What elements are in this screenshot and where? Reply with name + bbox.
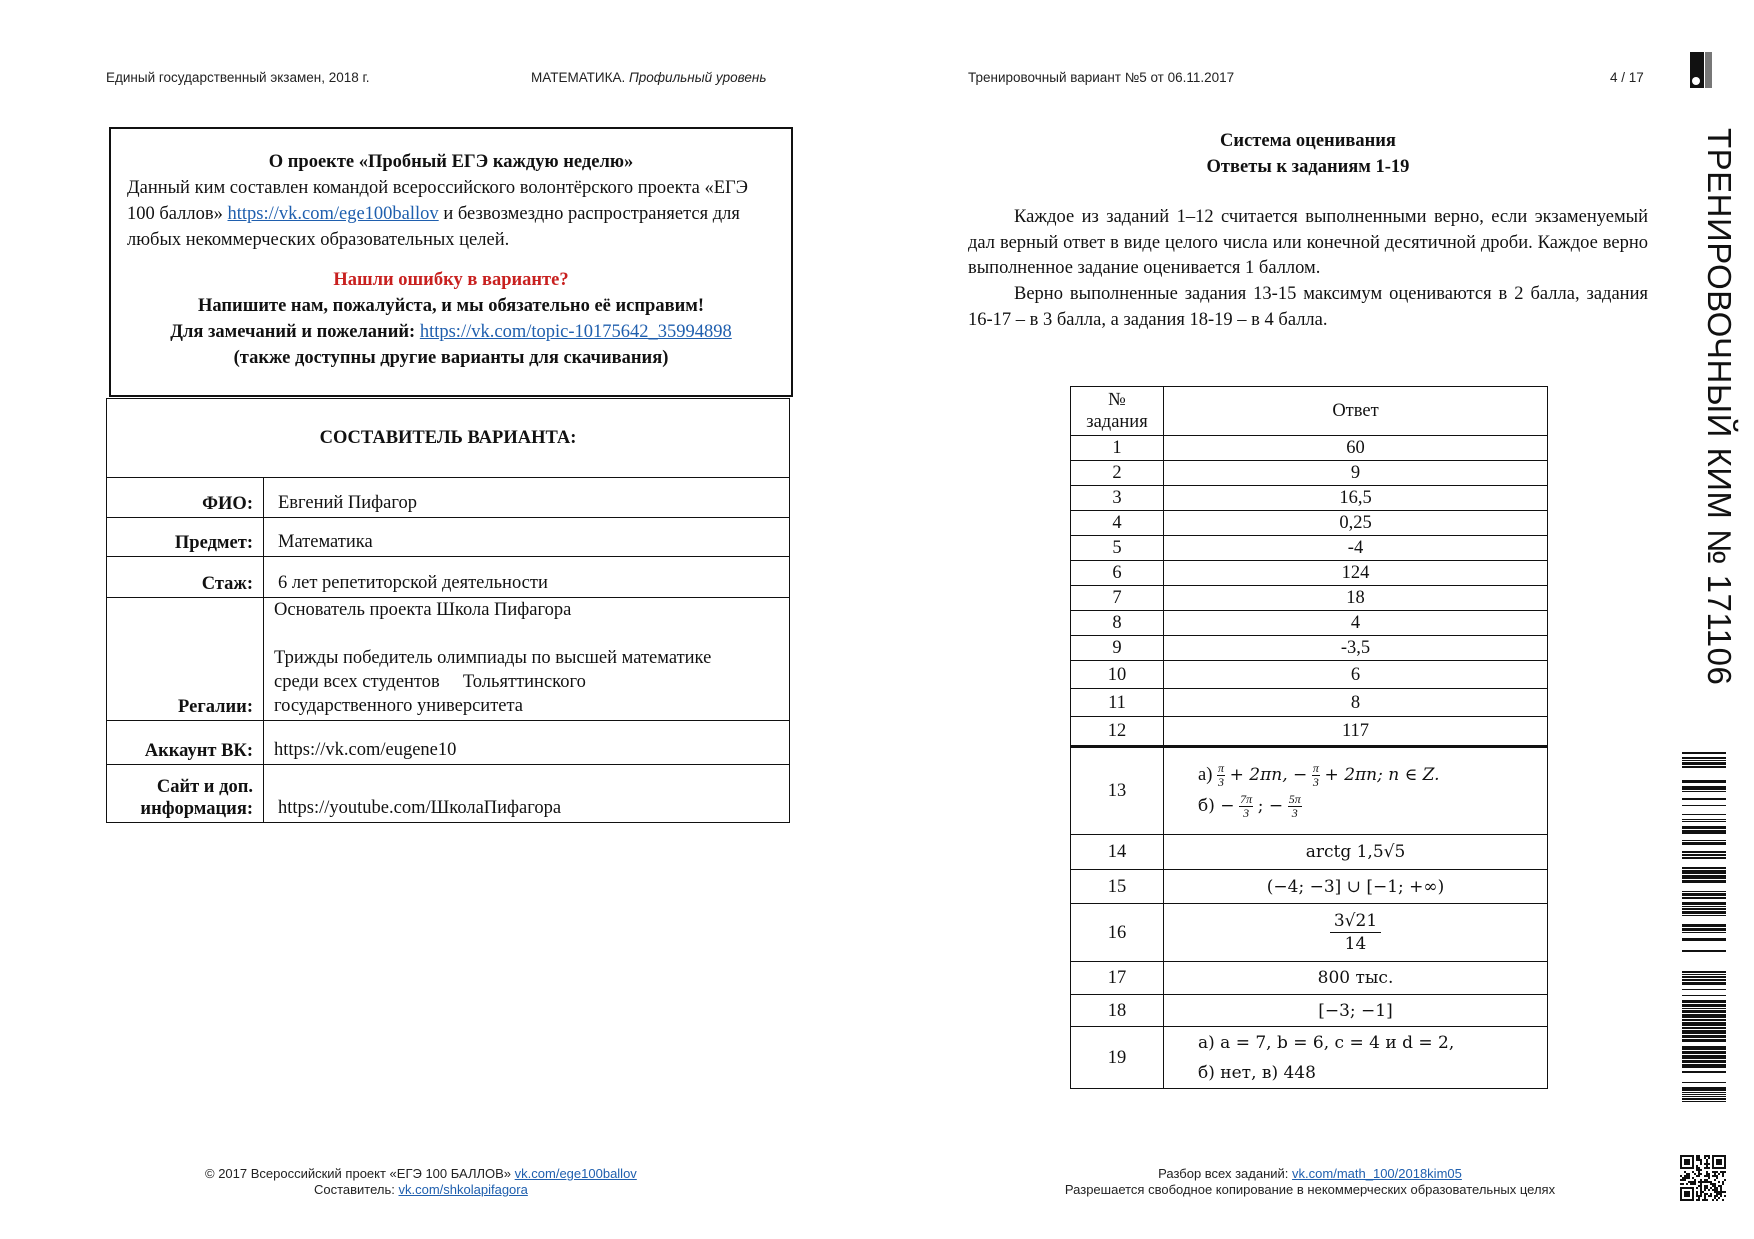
answer-row xyxy=(1071,636,1548,661)
ege100ballov-link[interactable]: https://vk.com/ege100ballov xyxy=(227,204,439,224)
author-heading: СОСТАВИТЕЛЬ ВАРИАНТА: xyxy=(107,399,790,478)
author-value: Математика xyxy=(264,518,790,557)
answer-row xyxy=(1071,511,1548,536)
author-label-line: Сайт и доп. xyxy=(156,777,253,797)
other-variants-note: (также доступны другие варианты для скачивания) xyxy=(233,348,669,368)
regalia-line: среди всех студентов Тольяттинского xyxy=(274,672,586,692)
task-number: 16 xyxy=(1071,904,1164,962)
author-row xyxy=(107,598,790,721)
task-number: 17 xyxy=(1071,962,1164,995)
author-label: Стаж: xyxy=(107,557,264,598)
feedback-topic-link[interactable]: https://vk.com/topic-10175642_35994898 xyxy=(419,322,732,342)
answer-value xyxy=(1164,747,1548,835)
task-number: 12 xyxy=(1071,717,1164,747)
page-number: 4 / 17 xyxy=(1610,70,1644,85)
answer-row xyxy=(1071,747,1548,835)
task-number: 5 xyxy=(1071,536,1164,561)
answers-table xyxy=(1070,386,1548,1089)
answer-row xyxy=(1071,486,1548,511)
answer-value: -3,5 xyxy=(1164,636,1548,661)
vk-account-value: https://vk.com/eugene10 xyxy=(264,721,790,765)
author-label-line: информация: xyxy=(140,799,253,819)
author-row xyxy=(107,518,790,557)
task-number: 18 xyxy=(1071,995,1164,1027)
grading-paragraph: Каждое из заданий 1–12 считается выполненными верно, если экзаменуемый дал верный ответ в виде целого числа или конечной десятичной дроби. Каждое верно выполненное задание оценивается 1 баллом. xyxy=(968,207,1648,279)
answer-row xyxy=(1071,586,1548,611)
header-exam-name: Единый государственный экзамен, 2018 г. xyxy=(106,70,370,85)
answer-value: arctg 1,5√5 xyxy=(1164,835,1548,870)
answer-row xyxy=(1071,436,1548,461)
grading-description xyxy=(968,205,1648,334)
answer-value: -4 xyxy=(1164,536,1548,561)
denominator: 14 xyxy=(1344,934,1367,954)
answer-value: (−4; −3] ∪ [−1; +∞) xyxy=(1164,870,1548,904)
answer-row xyxy=(1071,536,1548,561)
error-heading: Нашли ошибку в варианте? xyxy=(333,270,569,290)
answer-row xyxy=(1071,689,1548,717)
footer-copyright-line xyxy=(205,1166,637,1182)
author-label: Регалии: xyxy=(107,598,264,721)
answer-row xyxy=(1071,561,1548,586)
regalia-line: Трижды победитель олимпиады по высшей математике xyxy=(274,648,712,668)
col-header-line: № xyxy=(1108,390,1126,410)
error-request: Напишите нам, пожалуйста, и мы обязательно её исправим! xyxy=(198,296,704,316)
footer-author-link[interactable]: vk.com/shkolapifagora xyxy=(398,1182,528,1197)
footer-analysis-label: Разбор всех заданий: xyxy=(1158,1166,1289,1181)
grading-title-1: Система оценивания xyxy=(1220,131,1396,151)
author-value: 6 лет репетиторской деятельности xyxy=(264,557,790,598)
answer-value: 800 тыс. xyxy=(1164,962,1548,995)
answer-value: 18 xyxy=(1164,586,1548,611)
task-number: 2 xyxy=(1071,461,1164,486)
task-number: 4 xyxy=(1071,511,1164,536)
fraction: $\frac{\pi}{3}$ xyxy=(1218,761,1225,789)
grading-paragraph: Верно выполненные задания 13-15 максимум оцениваются в 2 балла, задания 16-17 – в 3 балла, а задания 18-19 – в 4 балла. xyxy=(968,284,1648,330)
answer-row xyxy=(1071,461,1548,486)
task-number: 11 xyxy=(1071,689,1164,717)
website-value: https://youtube.com/ШколаПифагора xyxy=(264,765,790,823)
author-value: Евгений Пифагор xyxy=(264,478,790,518)
footer-analysis-line xyxy=(1030,1166,1590,1182)
answer-value: 4 xyxy=(1164,611,1548,636)
task-number: 1 xyxy=(1071,436,1164,461)
about-project-box xyxy=(109,127,793,397)
task-number: 15 xyxy=(1071,870,1164,904)
regalia-line: Основатель проекта Школа Пифагора xyxy=(274,600,572,620)
answer-row xyxy=(1071,1027,1548,1089)
task-number: 10 xyxy=(1071,661,1164,689)
answer-value: 117 xyxy=(1164,717,1548,747)
footer-copyright: © 2017 Всероссийский проект «ЕГЭ 100 БАЛЛОВ» xyxy=(205,1166,512,1181)
footer-ege100-link[interactable]: vk.com/ege100ballov xyxy=(514,1166,637,1181)
author-table xyxy=(106,398,790,823)
fraction xyxy=(1330,910,1381,955)
header-subject-name: МАТЕМАТИКА. xyxy=(531,70,626,85)
answer-row xyxy=(1071,717,1548,747)
footer-author-line xyxy=(205,1182,637,1198)
regalia-line: государственного университета xyxy=(274,696,524,716)
header-variant: Тренировочный вариант №5 от 06.11.2017 xyxy=(968,70,1235,85)
vertical-kim-title: ТРЕНИРОВОЧНЫЙ КИМ № 171106 xyxy=(1701,128,1738,686)
fraction: $\frac{\pi}{3}$ xyxy=(1312,761,1319,789)
barcode-icon xyxy=(1682,752,1726,1102)
footer-right xyxy=(1030,1166,1590,1198)
about-title: О проекте «Пробный ЕГЭ каждую неделю» xyxy=(268,152,634,172)
answer-row xyxy=(1071,904,1548,962)
author-label: Аккаунт ВК: xyxy=(107,721,264,765)
col-task-number-header xyxy=(1071,387,1164,436)
footer-left xyxy=(205,1166,637,1198)
header-subject xyxy=(531,70,766,85)
qr-code-icon xyxy=(1680,1155,1726,1201)
math-text: б) − xyxy=(1198,795,1235,816)
answer-value: 8 xyxy=(1164,689,1548,717)
author-row xyxy=(107,765,790,823)
answer-13a xyxy=(1198,762,1547,789)
feedback-line xyxy=(111,319,791,345)
answer-value: 124 xyxy=(1164,561,1548,586)
task-number: 3 xyxy=(1071,486,1164,511)
author-row xyxy=(107,478,790,518)
author-label: Предмет: xyxy=(107,518,264,557)
about-body xyxy=(111,175,791,253)
answer-row xyxy=(1071,995,1548,1027)
math-text: + 2πn; n ∈ Z. xyxy=(1324,764,1440,785)
answer-row xyxy=(1071,835,1548,870)
exam-logo-icon xyxy=(1690,52,1712,88)
answer-value: 6 xyxy=(1164,661,1548,689)
answer-13b xyxy=(1198,793,1547,820)
answer-line: б) нет, в) 448 xyxy=(1198,1062,1316,1083)
part-label: а) xyxy=(1198,764,1213,785)
col-header-line: задания xyxy=(1086,412,1148,432)
footer-analysis-link[interactable]: vk.com/math_100/2018kim05 xyxy=(1292,1166,1462,1181)
task-number: 6 xyxy=(1071,561,1164,586)
about-text-1: Данный ким составлен командой всероссийского волонтёрского проекта «ЕГЭ 100 баллов» xyxy=(127,178,748,224)
grading-title xyxy=(968,128,1648,180)
task-number: 14 xyxy=(1071,835,1164,870)
answer-value: 9 xyxy=(1164,461,1548,486)
task-number: 19 xyxy=(1071,1027,1164,1089)
feedback-label: Для замечаний и пожеланий: xyxy=(170,322,416,342)
math-text: + 2πn, − xyxy=(1229,764,1308,785)
answer-value: [−3; −1] xyxy=(1164,995,1548,1027)
answer-line: а) a = 7, b = 6, c = 4 и d = 2, xyxy=(1198,1032,1455,1053)
answer-row xyxy=(1071,611,1548,636)
author-row xyxy=(107,557,790,598)
author-row xyxy=(107,721,790,765)
answer-row xyxy=(1071,962,1548,995)
answer-row xyxy=(1071,661,1548,689)
fraction: $\frac{5\pi}{3}$ xyxy=(1288,792,1301,820)
grading-title-2: Ответы к заданиям 1-19 xyxy=(1206,157,1410,177)
task-number: 8 xyxy=(1071,611,1164,636)
fraction: $\frac{7\pi}{3}$ xyxy=(1240,792,1253,820)
author-label: ФИО: xyxy=(107,478,264,518)
answers-header-row xyxy=(1071,387,1548,436)
author-label xyxy=(107,765,264,823)
header-subject-level: Профильный уровень xyxy=(628,70,767,85)
task-number: 7 xyxy=(1071,586,1164,611)
answer-value: 0,25 xyxy=(1164,511,1548,536)
author-value xyxy=(264,598,790,721)
answer-value xyxy=(1164,904,1548,962)
answer-value: 16,5 xyxy=(1164,486,1548,511)
task-number: 13 xyxy=(1071,747,1164,835)
col-answer-header: Ответ xyxy=(1164,387,1548,436)
numerator: 3√21 xyxy=(1330,910,1381,933)
footer-author-label: Составитель: xyxy=(313,1182,395,1197)
answer-value xyxy=(1164,1027,1548,1089)
task-number: 9 xyxy=(1071,636,1164,661)
answer-row xyxy=(1071,870,1548,904)
about-text-2: и безвозмездно распространяется для любых некоммерческих образовательных целей. xyxy=(127,204,740,250)
math-text: ; − xyxy=(1257,795,1284,816)
footer-copy-permission: Разрешается свободное копирование в некоммерческих образовательных целях xyxy=(1064,1182,1556,1197)
answer-value: 60 xyxy=(1164,436,1548,461)
